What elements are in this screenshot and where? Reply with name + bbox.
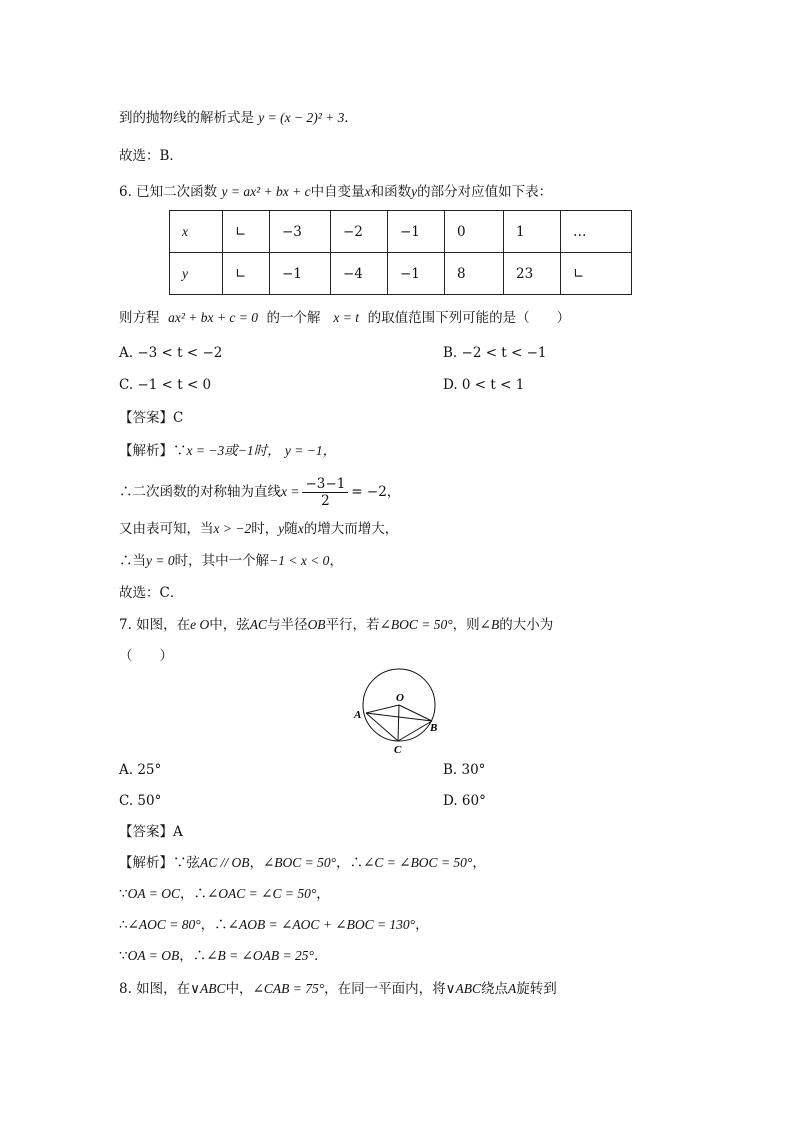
explanation-line [119,884,330,904]
formula: ∠BOC = 50° [379,617,453,632]
formula: OA = OB [127,948,180,963]
option-b: B. −2 < t < −1 [443,345,547,361]
text: ∴ [119,917,128,933]
formula: ∠BOC = 50° [263,855,337,870]
answer-label: 【答案】C [119,410,184,426]
formula: e O [190,617,210,632]
explanation-line [119,853,486,873]
formula: AC // OB [200,855,250,870]
fraction: $\frac{-3-1}{2}$ [302,476,348,509]
text: 8. 如图，在 [119,981,191,997]
text: ，∴ [179,948,207,964]
table-cell: 8 [445,253,504,295]
formula: y = (x − 2)² + 3 [258,110,345,125]
formula: ∠AOB = ∠AOC + ∠BOC = 130° [227,917,416,932]
formula: y = ax² + bx + c [221,184,311,199]
label-c: C [394,744,402,756]
text: 的部分对应值如下表： [417,184,553,200]
var: OB [307,617,326,632]
option-c: C. 50° [119,793,162,809]
formula: ax² + bx + c = 0 [168,310,258,325]
table-row [170,211,632,253]
text: ，在同一平面内，将 [324,981,446,997]
option-d: D. 60° [443,793,486,809]
text: ， [329,553,343,569]
explanation-line [119,551,343,571]
text: 中， [225,981,253,997]
formula: ∠CAB = 75° [252,981,325,996]
formula: ∠C = ∠BOC = 50° [363,855,473,870]
text: 平行，若 [325,617,380,633]
question-7-stem [119,615,553,635]
formula: y = 0 [146,553,175,568]
table-cell: … [561,211,632,253]
text-line-parabola [119,108,358,128]
explanation-line [119,441,336,461]
text: ∵ [119,886,128,902]
formula: ∨ABC [445,981,482,996]
text: ∵ [119,948,128,964]
text: ∴二次函数的对称轴为直线 [119,484,281,500]
text: 的一个解 [266,310,321,326]
answer-paren: （ ） [119,648,173,664]
var: y [411,184,418,199]
text: ， [415,917,429,933]
formula: ∠AOC = 80° [127,917,201,932]
explanation-line [119,519,398,539]
text: 6. 已知二次函数 [119,184,218,200]
explanation-line [119,946,327,966]
formula: ∠B [479,617,500,632]
label-b: B [430,722,438,734]
text: ∴当 [119,553,146,569]
circle-figure [350,665,445,757]
explanation-line: 故选：C． [119,585,184,601]
var: x [364,184,371,199]
formula: x = [281,484,300,499]
text: ， [316,886,330,902]
text: 与半径 [267,617,308,633]
text: ． [313,948,328,964]
text: ，∴ [200,917,228,933]
text: ， [249,855,263,871]
var: A [508,981,517,996]
table-cell: −3 [270,211,331,253]
text: 和函数 [370,184,412,200]
table-cell: ∟ [223,211,270,253]
text: 7. 如图，在 [119,617,191,633]
text: 随 [284,521,298,537]
question-8-stem [119,979,557,999]
text: 中，弦 [209,617,250,633]
text: 时， [251,521,279,537]
text-choose-b: 故选：B． [119,148,183,164]
question-6-stem [119,182,552,202]
option-a: A. 25° [119,762,162,778]
option-d: D. 0 < t < 1 [443,377,525,393]
text: 时，其中一个解 [174,553,270,569]
table-cell: −1 [388,253,445,295]
table-cell: 0 [445,211,504,253]
var: AC [249,617,268,632]
text: 的取值范围下列可能的是（ ） [367,310,571,326]
text: 则方程 [119,310,160,326]
question-6-ask [119,308,570,328]
formula: x = t [333,310,360,325]
table-cell: −4 [331,253,388,295]
formula: x = −3或−1时， [186,443,281,458]
formula: y = −1， [284,443,337,458]
label-o: O [396,692,404,704]
value-table [169,210,632,295]
table-cell: 23 [504,253,561,295]
formula: OA = OC [127,886,180,901]
explanation-line [119,476,400,509]
text: 【解析】∵ [119,443,187,459]
option-b: B. 30° [443,762,486,778]
answer-label: 【答案】A [119,824,183,840]
text: 的增大而增大， [303,521,399,537]
text: 又由表可知，当 [119,521,214,537]
formula: ∠OAC = ∠C = 50° [206,886,317,901]
explanation-line [119,915,429,935]
table-cell: ∟ [223,253,270,295]
text: 绕点 [481,981,509,997]
table-cell: 1 [504,211,561,253]
option-a: A. −3 < t < −2 [119,345,223,361]
formula: −1 < x < 0 [269,553,330,568]
text: ，∴ [336,855,364,871]
table-row [170,253,632,295]
text: ， [472,855,486,871]
table-cell: x [170,211,223,253]
formula: x > −2 [213,521,252,536]
text: 中自变量 [310,184,365,200]
formula: ∨ABC [190,981,226,996]
option-c: C. −1 < t < 0 [119,377,212,393]
text: 旋转到 [516,981,557,997]
text: = −2， [351,484,401,500]
text: ． [344,110,358,126]
text: 【解析】∵弦 [119,855,200,871]
table-cell: −1 [270,253,331,295]
text: ，∴ [179,886,207,902]
text: ，则 [452,617,480,633]
var: x [297,521,304,536]
table-cell: −1 [388,211,445,253]
table-cell: y [170,253,223,295]
label-a: A [354,709,362,721]
text: 的大小为 [499,617,554,633]
text: 到的抛物线的解析式是 [119,110,254,126]
table-cell: ∟ [561,253,632,295]
var: y [278,521,285,536]
table-cell: −2 [331,211,388,253]
formula: ∠B = ∠OAB = 25° [206,948,314,963]
